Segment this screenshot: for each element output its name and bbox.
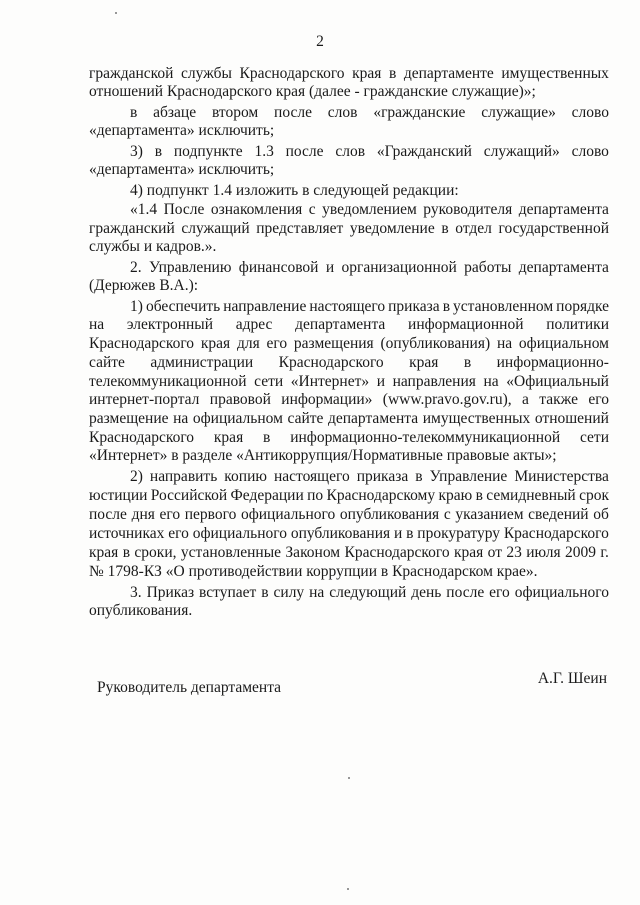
word: в <box>415 468 423 485</box>
word: политики <box>546 316 609 333</box>
word: указанием <box>455 506 524 523</box>
text-line: «департамента» исключить; <box>89 161 275 178</box>
word: направления <box>392 373 476 390</box>
word: сайте <box>89 354 125 371</box>
word: финансовой <box>238 259 319 276</box>
text-line <box>89 65 609 83</box>
word: 23 <box>506 544 522 561</box>
word: Краснодарского <box>278 354 384 371</box>
word: втором <box>211 104 259 121</box>
word: в <box>475 487 483 504</box>
word: вступает <box>199 584 257 601</box>
word: «1.4 <box>130 201 158 218</box>
word: краю <box>438 487 473 504</box>
word: (www.pravo.gov.ru), <box>382 391 512 408</box>
word: день <box>411 584 442 601</box>
word: его <box>266 335 288 352</box>
word: имущественных <box>501 65 609 82</box>
scan-speck <box>347 888 349 890</box>
word: силу <box>273 584 305 601</box>
word: сроки, <box>134 544 177 561</box>
word: информационно- <box>496 354 609 371</box>
word: Краснодарского <box>503 525 609 542</box>
text-line: отношений Краснодарского края (далее - гражданские служащие)»; <box>89 83 536 100</box>
word: на <box>173 410 189 427</box>
text-line: опубликования. <box>89 602 193 619</box>
text-line <box>89 316 609 334</box>
word: Краснодарского <box>239 65 345 82</box>
text-line <box>130 104 609 122</box>
word: в <box>130 104 138 121</box>
word: работы <box>464 259 512 276</box>
word: официальном <box>192 410 283 427</box>
word: «гражданские <box>373 104 466 121</box>
word: Законом <box>285 544 341 561</box>
word: Управление <box>429 468 508 485</box>
word: электронный <box>126 316 213 333</box>
text-line: 4) подпункт 1.4 изложить в следующей редакции: <box>130 182 459 199</box>
word: «Интернет» <box>290 373 370 390</box>
word: семидневный <box>486 487 576 504</box>
word: опубликования <box>339 506 440 523</box>
text-line <box>89 487 609 505</box>
word: государственной <box>498 220 609 237</box>
word: сведений <box>528 506 589 523</box>
word: июля <box>526 544 561 561</box>
word: а <box>521 391 529 408</box>
text-line <box>89 525 609 543</box>
text-line <box>130 259 609 277</box>
word: об <box>593 506 609 523</box>
word: срок <box>579 487 609 504</box>
word: официальном <box>518 335 609 352</box>
word: края <box>200 335 231 352</box>
word: информации» <box>281 391 373 408</box>
word: его <box>168 525 189 542</box>
word: официального <box>192 525 287 542</box>
word: Краснодарского <box>89 429 195 446</box>
word: установленном <box>453 298 554 315</box>
text-line <box>130 584 609 602</box>
word: для <box>236 335 260 352</box>
word: Министерства <box>514 468 609 485</box>
word: 1) <box>130 298 143 315</box>
word: уведомлением <box>322 201 417 218</box>
word: прокуратуру <box>417 525 500 542</box>
word: Краснодарского <box>89 335 195 352</box>
word: его <box>489 584 510 601</box>
word: после <box>89 506 127 523</box>
text-line <box>89 354 609 372</box>
text-line: «департамента» исключить; <box>89 122 275 139</box>
text-line <box>130 143 609 161</box>
word: по <box>307 487 324 504</box>
word: в <box>388 65 397 82</box>
word: после <box>274 104 312 121</box>
word: «Официальный <box>506 373 609 390</box>
word: настоящего <box>309 298 386 315</box>
word: в <box>261 584 269 601</box>
page-number: 2 <box>316 33 324 50</box>
word: гражданской <box>89 65 174 82</box>
word: отношений <box>534 410 609 427</box>
text-line: № 1798-КЗ «О противодействии коррупции в Краснодарском крае». <box>89 563 538 580</box>
word: приказа <box>356 468 409 485</box>
word: 3. <box>130 584 142 601</box>
text-line <box>89 544 609 562</box>
word: департамента <box>518 201 609 218</box>
word: Краснодарского <box>344 544 450 561</box>
word: слово <box>571 143 609 160</box>
word: опубликования <box>290 525 391 542</box>
word: уведомление <box>349 220 435 237</box>
word: в <box>441 220 449 237</box>
word: в <box>442 298 451 315</box>
word: слов <box>335 143 366 160</box>
word: с <box>443 506 451 523</box>
word: дня <box>131 506 155 523</box>
signature-position: Руководитель департамента <box>97 679 282 696</box>
word: руководителя <box>423 201 513 218</box>
word: размещение <box>89 410 169 427</box>
text-line <box>89 429 609 447</box>
word: настоящего <box>273 468 350 485</box>
word: г. <box>600 544 609 561</box>
word: порядке <box>556 298 609 315</box>
word: телекоммуникационной <box>89 373 247 390</box>
text-line <box>89 220 609 238</box>
word: служащий» <box>483 143 560 160</box>
word: Приказ <box>146 584 195 601</box>
word: после <box>285 143 324 160</box>
word: слов <box>327 104 358 121</box>
word: организационной <box>341 259 457 276</box>
word: с <box>308 201 316 218</box>
word: сайте <box>287 410 324 427</box>
word: и <box>393 525 403 542</box>
word: отдел <box>455 220 492 237</box>
word: службы <box>180 65 232 82</box>
scan-speck <box>115 12 117 14</box>
word: копию <box>224 468 267 485</box>
word: края <box>213 429 244 446</box>
word: департамента <box>295 316 386 333</box>
word: на <box>89 316 105 333</box>
word: имущественных <box>422 410 531 427</box>
word: После <box>163 201 205 218</box>
word: правовой <box>209 391 271 408</box>
word: 3) <box>130 143 143 160</box>
word: абзаце <box>153 104 197 121</box>
word: департаменте <box>403 65 494 82</box>
text-line <box>89 373 609 391</box>
word: Управлению <box>148 259 232 276</box>
word: 2009 <box>565 544 597 561</box>
word: 2. <box>130 259 142 276</box>
word: информационно-телекоммуникационной <box>290 429 561 446</box>
word: 1.3 <box>254 143 274 160</box>
word: администрации <box>150 354 254 371</box>
text-line <box>89 410 609 428</box>
word: Краснодарскому <box>326 487 436 504</box>
word: департамента <box>518 259 609 276</box>
word: сети <box>254 373 284 390</box>
word: сети <box>579 429 609 446</box>
word: гражданский <box>89 220 175 237</box>
word: «Гражданский <box>376 143 472 160</box>
word: и <box>325 259 335 276</box>
word: края <box>89 544 119 561</box>
word: после <box>446 584 485 601</box>
word: направить <box>149 468 218 485</box>
word: его <box>588 391 609 408</box>
word: представляет <box>256 220 344 237</box>
word: его <box>159 506 181 523</box>
word: (опубликования) <box>380 335 491 352</box>
text-line <box>130 201 609 219</box>
text-line <box>89 335 609 353</box>
word: Российской <box>150 487 228 504</box>
word: интернет-портал <box>89 391 200 408</box>
word: в <box>406 525 414 542</box>
word: направление <box>223 298 307 315</box>
word: следующий <box>329 584 407 601</box>
word: на <box>309 584 325 601</box>
word: слово <box>571 104 609 121</box>
text-line <box>130 298 609 316</box>
word: подпункте <box>173 143 243 160</box>
word: 2) <box>130 468 143 485</box>
word: также <box>539 391 578 408</box>
word: служащий <box>181 220 250 237</box>
word: служащие» <box>481 104 556 121</box>
text-line: (Дерюжев В.А.): <box>89 277 199 294</box>
word: официального <box>514 584 609 601</box>
word: департамента <box>327 410 419 427</box>
text-line <box>89 391 609 409</box>
word: первого <box>184 506 237 523</box>
word: адрес <box>235 316 273 333</box>
text-line: «Интернет» в разделе «Антикоррупция/Нормативные правовые акты»; <box>89 447 557 464</box>
scan-speck <box>348 777 350 779</box>
text-line: службы и кадров.». <box>89 238 217 255</box>
word: официального <box>240 506 336 523</box>
word: информационной <box>408 316 524 333</box>
word: на <box>483 373 499 390</box>
text-line <box>89 506 609 524</box>
word: на <box>496 335 513 352</box>
word: в <box>463 354 472 371</box>
word: установленные <box>180 544 282 561</box>
word: края <box>409 354 439 371</box>
word: источниках <box>89 525 165 542</box>
word: Федерации <box>230 487 304 504</box>
word: от <box>487 544 502 561</box>
word: края <box>352 65 382 82</box>
word: края <box>453 544 484 561</box>
word: в <box>263 429 271 446</box>
word: в <box>122 544 131 561</box>
word: и <box>376 373 385 390</box>
word: размещения <box>293 335 374 352</box>
text-line <box>130 468 609 486</box>
word: ознакомления <box>210 201 303 218</box>
word: обеспечить <box>145 298 221 315</box>
word: в <box>154 143 163 160</box>
word: приказа <box>388 298 440 315</box>
signature-name: А.Г. Шеин <box>537 670 607 687</box>
word: юстиции <box>89 487 148 504</box>
